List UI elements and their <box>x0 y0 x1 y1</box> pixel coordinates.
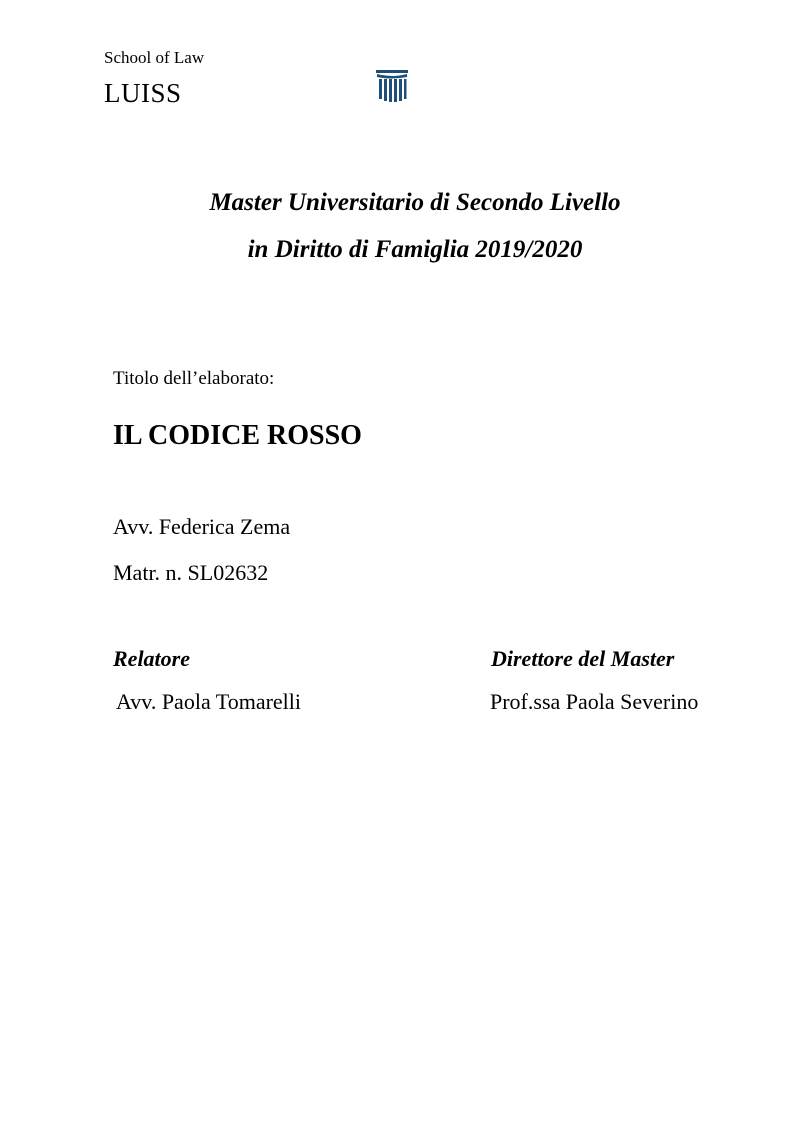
direttore-name: Prof.ssa Paola Severino <box>490 689 699 714</box>
relatore-name: Avv. Paola Tomarelli <box>116 689 302 714</box>
column-logo-icon <box>375 69 409 103</box>
direttore-label: Direttore del Master <box>491 646 675 671</box>
master-title-line-1: Master Universitario di Secondo Livello <box>209 189 621 216</box>
university-name: LUISS <box>104 78 182 108</box>
author-name: Avv. Federica Zema <box>113 514 291 539</box>
relatore-label: Relatore <box>113 646 190 671</box>
master-title-line-2: in Diritto di Famiglia 2019/2020 <box>247 236 583 263</box>
author-matricola: Matr. n. SL02632 <box>113 560 269 585</box>
school-name: School of Law <box>104 48 205 67</box>
thesis-title: IL CODICE ROSSO <box>113 420 362 451</box>
thesis-title-label: Titolo dell’elaborato: <box>113 368 275 389</box>
